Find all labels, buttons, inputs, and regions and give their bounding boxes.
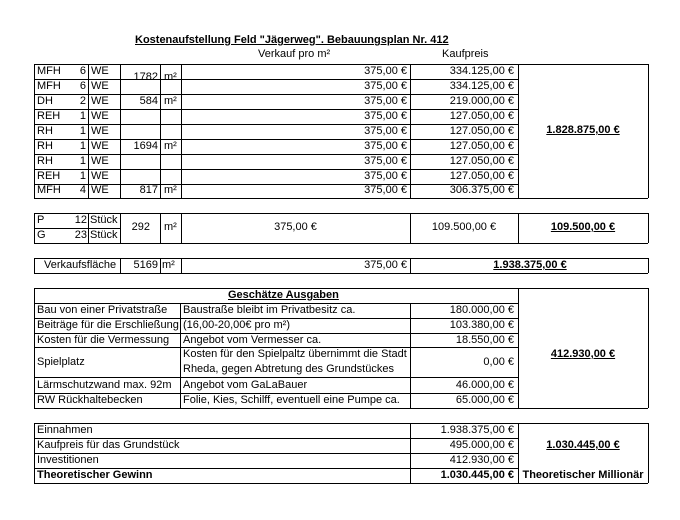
- summary-note: Theoretischer Millionär: [522, 469, 644, 481]
- area-unit: m²: [162, 259, 175, 271]
- sales-area-total: 1.938.375,00 €: [493, 259, 567, 271]
- parking-total: 109.500,00 €: [431, 221, 497, 233]
- sales-area-label: Verkaufsfläche: [44, 259, 117, 271]
- area-unit: m²: [164, 71, 177, 83]
- area-unit: m²: [164, 221, 177, 233]
- area-unit: m²: [164, 95, 177, 107]
- area-value: 584: [139, 95, 158, 107]
- area-value: 1782: [133, 71, 158, 83]
- parking-price: 375,00 €: [274, 221, 317, 233]
- area-unit: m²: [164, 184, 177, 196]
- expenses-sum: 412.930,00 €: [550, 348, 616, 360]
- sales-area-price: 375,00 €: [364, 259, 407, 271]
- area-unit: m²: [164, 140, 177, 152]
- page-title: Kostenaufstellung Feld "Jägerweg". Bebauungsplan Nr. 412: [135, 34, 449, 46]
- header-purchase-price: Kaufpreis: [442, 48, 489, 60]
- area-value: 817: [139, 184, 158, 196]
- units-sum: 1.828.875,00 €: [546, 124, 620, 136]
- expenses-title: Geschätze Ausgaben: [228, 289, 339, 301]
- area-value: 1694: [133, 140, 158, 152]
- parking-area: 292: [131, 221, 150, 233]
- summary-sum: 1.030.445,00 €: [546, 439, 620, 451]
- parking-sum: 109.500,00 €: [550, 221, 616, 233]
- sales-area-value: 5169: [133, 259, 158, 271]
- header-price-per-sqm: Verkauf pro m²: [258, 48, 331, 60]
